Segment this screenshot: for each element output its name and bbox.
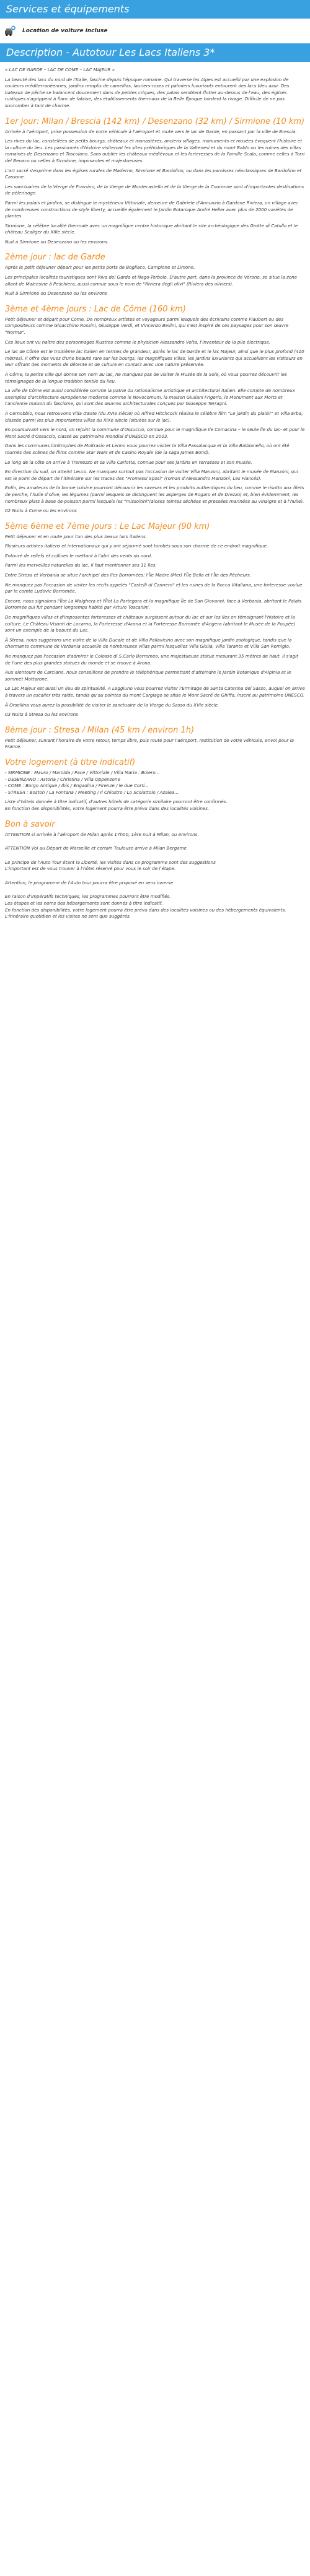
- day-5-7-text: 03 Nuits à Stresa ou les environs: [5, 711, 78, 718]
- day-5-7-text: Aux alentours de Carciano, nous conseillons de prendre le téléphérique permettant d'atteindre le Jardin Botanique d'Alpinia et le sommet Mottarone.: [5, 669, 291, 682]
- day-3-4-text: Le lac de Côme est le troisième lac italien en termes de grandeur, après le lac de Garde et le lac Majeur, ainsi que le plus profond (410 mètres). Il offre des vues d'une beauté rare sur les bourgs, les magnifiques villas, les jardins luxuriants qui accueillent les visiteurs en leur offrant des moments de détente et de culture en contact avec une nature préservée.: [5, 349, 304, 368]
- intro-text: La beauté des lacs du nord de l'Italie, fascine depuis l'époque romaine. Qui traverse les Alpes est accueilli par une explosion de couleurs méditerranéennes, jardins remplis de camellias, lauriers-roses et palmiers luxuriants entourent des lacs bleu azur. Des bateaux de pêche se balancent doucement dans de petites criques, des palais semblent flotter au-dessus de l'eau, des églises rustiques s'agrippent à flanc de falaise, des établissements thermaux de la Belle Époque bordent la rivage. Difficile de ne pas succomber à tant de charme.: [5, 76, 290, 108]
- day-1-title: 1er jour: Milan / Brescia (142 km) / Desenzano (32 km) / Sirmione (10 km): [5, 116, 305, 126]
- description-body: [0, 62, 310, 920]
- day-3-4-text: À Côme, la petite ville qui donne son nom au lac, ne manquez pas de visiter le Musée de la Soie, où vous pourrez découvrir les témoignages de la longue tradition textile du lieu.: [5, 372, 287, 384]
- day-5-7-text: Ne manquez pas l'occasion de visiter les récifs appelés "Castelli di Cannero" et les ruines de la Rocca Vitaliana, une forteresse voulue par le comte Ludovic Borromée.: [5, 581, 303, 594]
- day-5-7-text: Parmi les merveilles naturelles du lac, il faut mentionner ses 11 îles.: [5, 562, 157, 568]
- day-3-4-text: Enfin, les amateurs de la bonne cuisine pourront découvrir les saveurs et les produits authentiques du lieu, comme le risotto aux filets de perche, l'huile d'olive, les légumes (parmi lesquels se distinguent les asperges de Rogaro et de Drezzo) et, bien évidemment, les nombreux plats à base de poisson parmi lesquels les "missoltini"(aloses teintes séchées et pressées marinées au vinaigre et à l'huile).: [5, 485, 304, 504]
- bon-a-savoir-text: ATTENTION si arrivée à l'aéroport de Milan après 17h00, 1ère nuit à Milan, ou environs.: [5, 831, 199, 837]
- day-1-text: Parmi les palais et jardins, se distingue le mystérieux Vittoriale, demeure de Gabriele d'Annunzio à Gardone Riviera, un village avec de nombreuses constructions de style liberty, accueille également le Jardin Botanique André Heller avec plus de 2000 variétés de plantes.: [5, 199, 299, 219]
- service-label: Location de voiture incluse: [22, 28, 108, 34]
- logement-title: Votre logement (à titre indicatif): [5, 757, 136, 767]
- day-3-4-text: Le long de la côte on arrive à Tremezzo et sa Villa Carlotta, connue pour ses jardins en terrasses et son musée.: [5, 459, 252, 465]
- day-1-text: Les sanctuaires de la Vierge de Frassino, de la Vierge de Montecastello et de la Vierge de la Couronne sont d'importantes destinations de pèlerinage.: [5, 183, 304, 196]
- day-3-4-text: Ces lieux ont vu naître des personnages illustres comme le physicien Alessandro Volta, l'inventeur de la pile électrique.: [5, 339, 271, 345]
- services-header: Services et équipements: [0, 0, 310, 19]
- day-5-7-text: Entre Stresa et Verbania se situe l'archipel des îles Borromées: l'Île Madre (Mer) l'Île Bella et l'Île des Pêcheurs.: [5, 572, 252, 578]
- day-3-4-text: À Cernobbio, nous retrouvons Villa d'Este (du XVIe siècle) où Alfred Hitchcock réalisa le célèbre film "Le jardin du plaisir" et Villa Erba, classée parmi les plus importantes villas du XIXe siècle (situées sur le lac).: [5, 410, 303, 423]
- day-5-7-text: Ne manquez pas l'occasion d'admirer le Colosse di S.Carlo Borromeo, une majestueuse statue mesurant 35 mètres de haut. Il s'agit de l'une des plus grandes statues du monde et se trouve à Arona.: [5, 653, 298, 666]
- day-2-text: Les principales localités touristiques sont Riva del Garda et Nago-Torbole. D'autre part, dans la province de Vérone, se situe la zone allant de Malcesine à Peschiera, aussi connue sous le nom de "Riviera degli olivi" (Riviera des oliviers).: [5, 274, 298, 287]
- day-1-text: Les rives du lac, constellées de petits bourgs, châteaux et monastères, anciens villages, monuments et musées évoquent l'histoire et la culture du lieu. Les passionnés d'histoire visiteront les sites préhistoriques de la Valtenesi et du mont Baldo ou les ruines des villas romaines de Desenzano et Toscolano. Sans oublier les châteaux médiévaux et les forteresses de la Famille Scala, comme celles à Torri del Benaco ou celles à Sirmione, imposantes et majestueuses.: [5, 138, 305, 163]
- bon-a-savoir-text: Le principe de l'Auto Tour étant la Liberté, les visites dans ce programme sont des suggestions L'important est de vous trouver à l'hôtel réservé pour vous le soir de l'étape.: [5, 859, 216, 872]
- logement-note: Liste d'hôtels donnée à titre indicatif, d'autres hôtels de catégorie similaire pourront être confirmés. En fonction des disponibilités, votre logement pourra être prévu dans des localités voisines.: [5, 799, 228, 811]
- description-header: Description - Autotour Les Lacs Italiens 3*: [0, 43, 310, 62]
- day-1-text: Nuit à Sirmione ou Desenzano ou les environs.: [5, 238, 108, 245]
- day-5-7-text: À Stresa, nous suggérons une visite de la Villa Ducale et de Villa Pallavicino avec son magnifique jardin zoologique, tandis que la charmante commune de Verbania accueille de nombreuses villas parmi lesquelles Villa Giulia, Villa Taranto et Villa San Remigio.: [5, 637, 292, 650]
- day-2-text: Nuit à Sirmione ou Desenzano ou les environs: [5, 290, 107, 297]
- logement-item: - SIRMIONE : Mauro / Marolda / Pace / Vittoriale / Villa Maria : Bolero...: [5, 769, 160, 775]
- day-3-4-text: En poursuivant vers le nord, on rejoint la commune d'Ossuccio, connue pour le magnifique Ile Comacina – le seule île du lac- et pour le Mont Sacré d'Ossuccio, classé au patrimoine mondial d'UNESCO en 2003.: [5, 427, 305, 439]
- day-8-title: 8ème jour : Stresa / Milan (45 km / environ 1h): [5, 725, 195, 735]
- logement-item: - DESENZANO : Astoria / Christina / Villa Oppenzone: [5, 776, 120, 782]
- car-key-icon: [4, 25, 16, 37]
- day-3-4-text: Petit déjeuner et départ pour Come. De nombreux artistes et voyageurs parmi lesquels des écrivains comme Flaubert ou des compositeurs comme Gioacchino Rossini, Giuseppe Verdi, et Vincenzo Bellini, qui s'est inspiré de ces paysages pour son œuvre "Norma".: [5, 316, 289, 336]
- day-3-4-text: Dans les communes limitrophes de Moltrasio et Lenno vous pourrez visiter la Villa Passalacqua et la Villa Balbianello, où ont été tournés des scènes de films comme Star Wars et de Casino Royale (de la saga James Bond).: [5, 443, 290, 455]
- day-1-text: Sirmione, la célèbre localité thermale avec un magnifique centre historique abritant le site archéologique des Grotte di Catullo et le château Scaliger du XIIIe siècle.: [5, 222, 298, 235]
- day-3-4-title: 3ème et 4ème jours : Lac de Côme (160 km): [5, 304, 186, 314]
- day-3-4-text: La ville de Côme est aussi considérée comme la patrie du rationalisme artistique et architectural italien. Elle compte de nombreux exemples d'architecture européenne moderne comme le Novocomum, la maison Giuliani Frigerio, le Monument aux Morts et l'ancienne maison du fascisme, qui sont des œuvres architecturales conçues par Giuseppe Terragni.: [5, 388, 295, 407]
- day-2-title: 2ème jour : lac de Garde: [5, 253, 105, 263]
- day-8-text: Petit déjeuner, suivant l'horaire de votre retour, temps libre, puis route pour l'aéroport, restitution de votre véhicule, envol pour la France.: [5, 737, 294, 750]
- day-5-7-title: 5ème 6ème et 7ème jours : Le Lac Majeur (90 km): [5, 521, 210, 531]
- day-5-7-text: Plusieurs artistes italiens et internationaux qui y ont séjourné sont tombés sous son charme de ce endroit magnifique.: [5, 543, 268, 549]
- bon-a-savoir-title: Bon à savoir: [5, 819, 55, 829]
- day-5-7-text: Entouré de reliefs et collines le mettant à l'abri des vents du nord.: [5, 552, 153, 559]
- intro-line: « LAC DE GARDE – LAC DE COME – LAC MAJEUR »: [5, 67, 115, 72]
- day-5-7-text: Petit déjeuner et en route pour l'un des plus beaux lacs italiens.: [5, 533, 147, 539]
- bon-a-savoir-text: Attention, le programme de l'Auto tour pourra être proposé en sens inverse: [5, 879, 174, 886]
- bon-a-savoir-text: ATTENTION Vol au Départ de Marseille et certain Toulouse arrive à Milan Bergame: [5, 845, 187, 851]
- logement-item: - COME : Borgo Antique / Ibis / Engadina / Firenze / le due Corti...: [5, 783, 149, 789]
- day-1-text: L'art sacré s'exprime dans les églises rurales de Maderno, Sirmione et Bardolino, ou dans les paroisses néoclassiques de Bardolino et Cassone.: [5, 167, 302, 180]
- day-2-text: Après le petit déjeuner départ pour les petits ports de Bogliaco, Campione et Limone.: [5, 264, 195, 271]
- day-3-4-text: En direction du sud, on atteint Lecco. Ne manquez surtout pas l'occasion de visiter Villa Manzoni, abritant le musée de Manzoni, qui est le point de départ de l'itinéraire sur les traces des "Promessi Sposi" (roman d'Alessandro Manzoni, Les Fiancés).: [5, 469, 298, 481]
- day-5-7-text: Encore, nous signalons l'Îlot La Malghera et l'Îlot La Partegora et la magnifique Île de San Giovanni, face à Verbania, abritant le Palais Borromée qui fut pendant longtemps habité par Arturo Toscanini.: [5, 598, 301, 611]
- day-3-4-text: 02 Nuits à Come ou les environs: [5, 508, 77, 514]
- day-5-7-text: Le Lac Majeur est aussi un lieu de spiritualité. A Leggiuno vous pourrez visiter l'Ermitage de Santa Caterina del Sasso, auquel on arrive à travers un escalier très raide, tandis qu'au pointes du mont Cargiago se situe le Mont Sacré de Ghiffa, inscrit au patrimoine UNESCO.: [5, 685, 305, 698]
- day-1-text: Arrivée à l'aéroport, prise possession de votre véhicule à l'aéroport et route vers le lac de Garde, en passant par la ville de Brescia.: [5, 128, 297, 134]
- day-5-7-text: De magnifiques villas et d'imposantes forteresses et châteaux surgissent autour du lac et sur les îles en témoignant l'histoire et la culture. Le Château Visonti de Locarno, la Forteresse d'Arona et la Forteresse Borromée d'Angera (abritant le Musée de la Poupée) sont un exemple de la beauté du Lac.: [5, 614, 296, 633]
- logement-item: - STRESA : Boston / La Fontana / Meeting / Il Chiostro / Lo Scoiattolo / Azalea...: [5, 789, 179, 795]
- day-5-7-text: À Orsellina vous aurez la possibilité de visiter le sanctuaire de la Vierge du Sasso du XVIe siècle.: [5, 702, 219, 708]
- bon-a-savoir-text: En raison d'impératifs techniques, les programmes pourront être modifiés. Les étapes et les noms des hébergements sont donnés à titre indicatif. En fonction des disponibilités, votre logement pourra être prévu dans des localités voisines ou des hébergements équivalents. L'itinéraire quotidien et les visites ne sont que suggérés.: [5, 894, 286, 920]
- service-item: [0, 19, 310, 43]
